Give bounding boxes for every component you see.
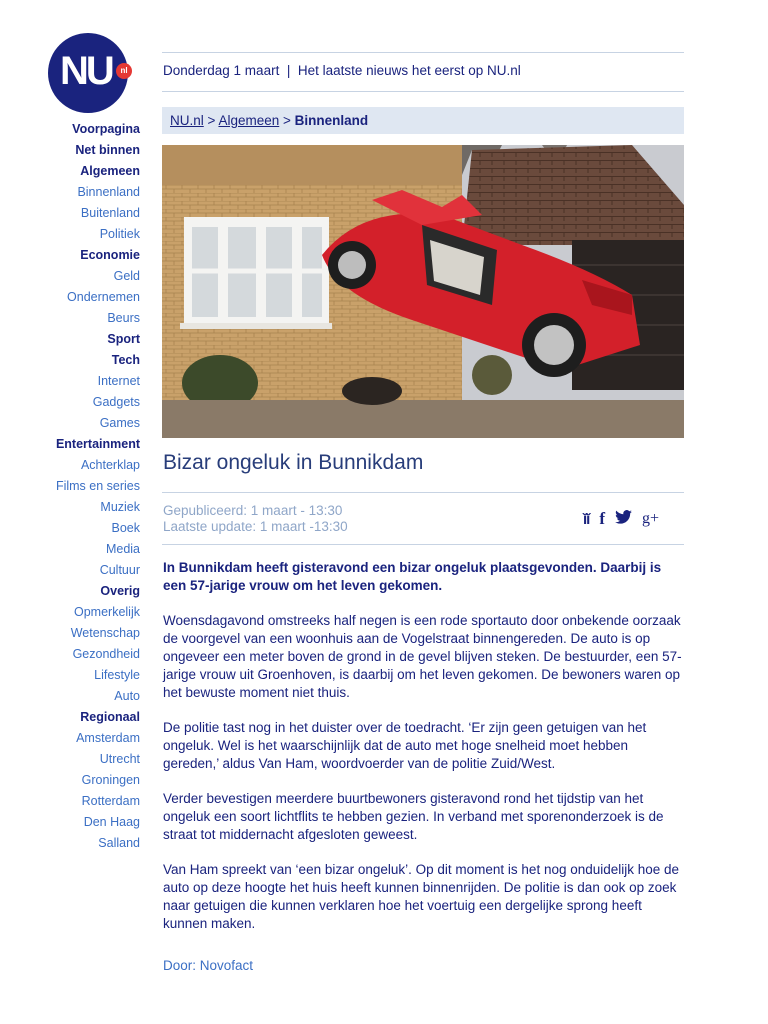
share-bar: [583, 509, 659, 529]
sidebar-item-groningen[interactable]: Groningen: [81, 773, 140, 787]
facebook-icon[interactable]: f: [599, 509, 606, 528]
article-lead: In Bunnikdam heeft gisteravond een bizar ongeluk plaatsgevonden. Daarbij is een 57-jarige vrouw om het leven gekomen.: [163, 560, 662, 593]
sidebar-item-gezondheid[interactable]: Gezondheid: [72, 647, 140, 661]
article-body: [163, 559, 685, 975]
logo-badge: nl: [116, 63, 132, 79]
nu-logo[interactable]: [48, 33, 128, 113]
sidebar-item-entertainment[interactable]: Entertainment: [55, 437, 140, 451]
sidebar-item-opmerkelijk[interactable]: Opmerkelijk: [74, 605, 140, 619]
sidebar-item-wetenschap[interactable]: Wetenschap: [70, 626, 140, 640]
sidebar-item-sport[interactable]: Sport: [107, 332, 140, 346]
header-dateline: [163, 63, 521, 78]
sidebar-item-buitenland[interactable]: Buitenland: [80, 206, 140, 220]
sidebar-item-boek[interactable]: Boek: [111, 521, 140, 535]
sidebar-item-geld[interactable]: Geld: [113, 269, 140, 283]
meta-divider: [162, 544, 684, 545]
sidebar-item-regionaal[interactable]: Regionaal: [80, 710, 140, 724]
sidebar-item-gadgets[interactable]: Gadgets: [92, 395, 140, 409]
car-crash-photo: [162, 145, 684, 438]
breadcrumb-section-link[interactable]: Algemeen: [218, 113, 280, 128]
title-divider: [162, 492, 684, 493]
article-byline: Door: Novofact: [163, 958, 254, 973]
sidebar-item-muziek[interactable]: Muziek: [100, 500, 140, 514]
sidebar-item-den-haag[interactable]: Den Haag: [83, 815, 140, 829]
breadcrumb-separator: >: [283, 113, 291, 128]
header-separator: |: [286, 63, 291, 78]
twitter-icon[interactable]: [615, 510, 632, 529]
breadcrumb: [162, 107, 684, 134]
header-tagline: Het laatste nieuws het eerst op NU.nl: [297, 63, 521, 78]
article-meta: [163, 503, 348, 535]
sidebar-item-overig[interactable]: Overig: [100, 584, 140, 598]
breadcrumb-separator: >: [207, 113, 216, 128]
breadcrumb-home-link[interactable]: NU.nl: [170, 113, 204, 128]
sidebar-item-rotterdam[interactable]: Rotterdam: [81, 794, 140, 808]
sidebar-item-algemeen[interactable]: Algemeen: [80, 164, 140, 178]
sidebar-item-beurs[interactable]: Beurs: [107, 311, 140, 325]
sidebar-item-media[interactable]: Media: [105, 542, 140, 556]
header-date: Donderdag 1 maart: [163, 63, 280, 78]
article-paragraph: Woensdagavond omstreeks half negen is een rode sportauto door onbekende oorzaak de voorgevel van een woonhuis aan de Vogelstraat binnengereden. De auto is op ongeveer een meter boven de grond in de gevel blijven steken. De bestuurder, een 57-jarige vrouw uit Groenhoven, is daarbij om het leven gekomen. De bewoners waren op het bewuste moment niet thuis.: [163, 613, 682, 700]
article-paragraph: Verder bevestigen meerdere buurtbewoners gisteravond rond het tijdstip van het ongeluk een soort lichtflits te hebben gezien. In verband met sporenonderzoek is de straat tot middernacht afgesloten geweest.: [163, 791, 664, 842]
article-photo: [162, 145, 684, 438]
sidebar-item-auto[interactable]: Auto: [114, 689, 140, 703]
sidebar-item-voorpagina[interactable]: Voorpagina: [72, 122, 140, 136]
sidebar-item-politiek[interactable]: Politiek: [99, 227, 140, 241]
article-title: Bizar ongeluk in Bunnikdam: [163, 451, 424, 474]
sidebar-item-cultuur[interactable]: Cultuur: [99, 563, 140, 577]
nujij-icon[interactable]: ǐǐ: [583, 510, 590, 528]
article-paragraph: Van Ham spreekt van ‘een bizar ongeluk’. Op dit moment is het nog onduidelijk hoe de auto op deze hoogte het huis heeft kunnen binnenrijden. De politie is dan ook op zoek naar getuigen die kunnen verklaren hoe het voertuig een dergelijke sprong heeft kunnen maken.: [163, 862, 680, 931]
sidebar-item-binnenland[interactable]: Binnenland: [77, 185, 140, 199]
published-date: Gepubliceerd: 1 maart - 13:30: [163, 503, 343, 518]
sidebar-item-internet[interactable]: Internet: [97, 374, 140, 388]
sidebar-item-amsterdam[interactable]: Amsterdam: [76, 731, 140, 745]
article-paragraph: De politie tast nog in het duister over de toedracht. ‘Er zijn geen getuigen van het ongeluk. Wel is het waarschijnlijk dat de auto met hoge snelheid moet hebben gereden,’ aldus Van Ham, woordvoerder van de politie Zuid/West.: [163, 720, 647, 771]
logo-text: NU: [60, 49, 112, 93]
breadcrumb-current: Binnenland: [294, 113, 369, 128]
sidebar-item-utrecht[interactable]: Utrecht: [99, 752, 140, 766]
googleplus-icon[interactable]: g+: [642, 510, 660, 527]
sidebar-nav: [0, 119, 140, 854]
header-divider-top: [162, 52, 684, 53]
sidebar-item-films-en-series[interactable]: Films en series: [55, 479, 140, 493]
sidebar-item-tech[interactable]: Tech: [111, 353, 140, 367]
sidebar-item-net-binnen[interactable]: Net binnen: [75, 143, 140, 157]
sidebar-item-achterklap[interactable]: Achterklap: [80, 458, 140, 472]
sidebar-item-economie[interactable]: Economie: [80, 248, 140, 262]
updated-date: Laatste update: 1 maart -13:30: [163, 519, 348, 534]
sidebar-item-games[interactable]: Games: [99, 416, 140, 430]
sidebar-item-salland[interactable]: Salland: [98, 836, 140, 850]
sidebar-item-lifestyle[interactable]: Lifestyle: [94, 668, 140, 682]
sidebar-item-ondernemen[interactable]: Ondernemen: [67, 290, 140, 304]
header-divider-bottom: [162, 91, 684, 92]
